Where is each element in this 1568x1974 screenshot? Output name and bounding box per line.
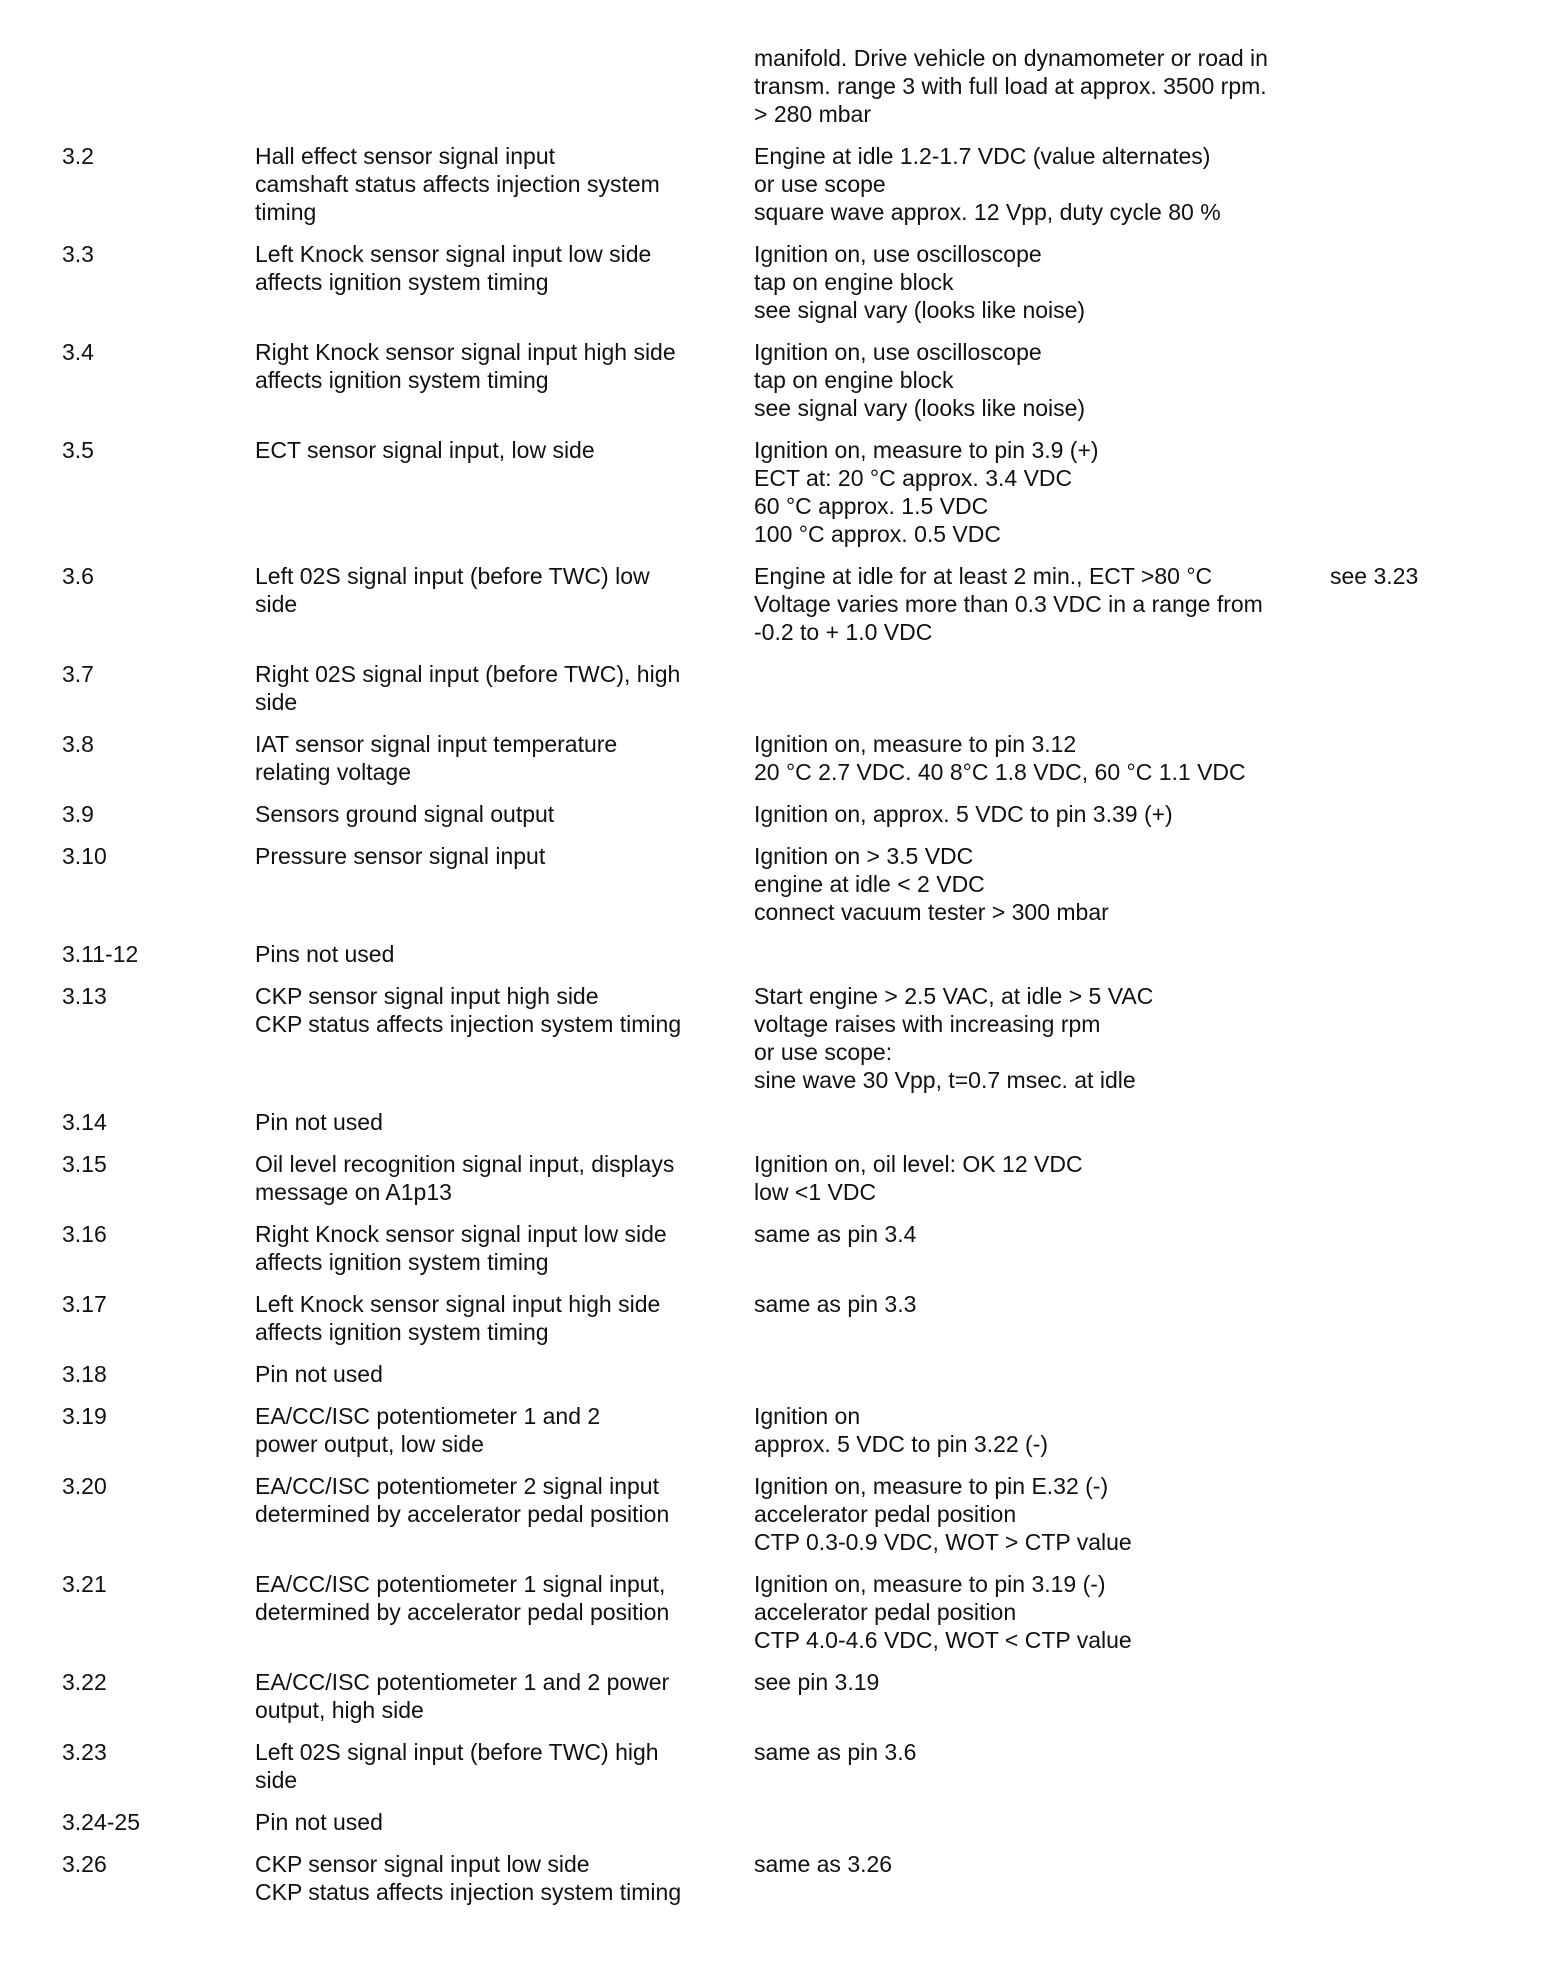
test-procedure: Ignition on, oil level: OK 12 VDC low <1 VDC xyxy=(754,1151,1083,1205)
test-procedure: Ignition on, approx. 5 VDC to pin 3.39 (+) xyxy=(754,801,1173,827)
pin-number: 3.6 xyxy=(62,563,94,589)
table-row xyxy=(0,940,1568,968)
pin-description: Left 02S signal input (before TWC) low side xyxy=(255,563,650,617)
table-row xyxy=(0,1472,1568,1556)
table-row xyxy=(0,1290,1568,1346)
pin-description: ECT sensor signal input, low side xyxy=(255,437,595,463)
pin-number: 3.11-12 xyxy=(62,941,139,967)
pin-number: 3.8 xyxy=(62,731,94,757)
pin-description: EA/CC/ISC potentiometer 1 and 2 power output, high side xyxy=(255,1669,670,1723)
table-row xyxy=(0,800,1568,828)
pin-number: 3.17 xyxy=(62,1291,107,1317)
test-procedure: Start engine > 2.5 VAC, at idle > 5 VAC voltage raises with increasing rpm or use scope: sine wave 30 Vpp, t=0.7 msec. at idle xyxy=(754,983,1154,1093)
pin-number: 3.10 xyxy=(62,843,107,869)
pin-description: Left 02S signal input (before TWC) high side xyxy=(255,1739,659,1793)
pin-number: 3.14 xyxy=(62,1109,107,1135)
test-procedure: same as pin 3.4 xyxy=(754,1221,917,1247)
table-row xyxy=(0,1150,1568,1206)
test-procedure: Ignition on, measure to pin E.32 (-) accelerator pedal position CTP 0.3-0.9 VDC, WOT > CTP value xyxy=(754,1473,1132,1555)
pin-number: 3.19 xyxy=(62,1403,107,1429)
pin-description: Pin not used xyxy=(255,1109,383,1135)
pin-description: EA/CC/ISC potentiometer 1 signal input, determined by accelerator pedal position xyxy=(255,1571,670,1625)
test-procedure: Ignition on, measure to pin 3.19 (-) accelerator pedal position CTP 4.0-4.6 VDC, WOT < CTP value xyxy=(754,1571,1132,1653)
pin-number: 3.26 xyxy=(62,1851,107,1877)
pin-description: Right Knock sensor signal input low side affects ignition system timing xyxy=(255,1221,667,1275)
pin-description: Pin not used xyxy=(255,1809,383,1835)
pin-description: Pin not used xyxy=(255,1361,383,1387)
pin-description: Pressure sensor signal input xyxy=(255,843,546,869)
pin-number: 3.18 xyxy=(62,1361,107,1387)
table-row xyxy=(0,1570,1568,1654)
pin-description: IAT sensor signal input temperature relating voltage xyxy=(255,731,618,785)
test-procedure: Ignition on approx. 5 VDC to pin 3.22 (-) xyxy=(754,1403,1049,1457)
table-row xyxy=(0,562,1568,646)
pin-number: 3.5 xyxy=(62,437,94,463)
test-procedure: same as pin 3.3 xyxy=(754,1291,917,1317)
test-procedure: see pin 3.19 xyxy=(754,1669,880,1695)
test-procedure: same as pin 3.6 xyxy=(754,1739,917,1765)
test-procedure: Ignition on, use oscilloscope tap on engine block see signal vary (looks like noise) xyxy=(754,339,1086,421)
pin-number: 3.3 xyxy=(62,241,94,267)
test-procedure: same as 3.26 xyxy=(754,1851,893,1877)
pin-description: Right Knock sensor signal input high side affects ignition system timing xyxy=(255,339,676,393)
cross-reference-note: see 3.23 xyxy=(1330,563,1419,589)
table-row xyxy=(0,1738,1568,1794)
test-procedure: Ignition on > 3.5 VDC engine at idle < 2 VDC connect vacuum tester > 300 mbar xyxy=(754,843,1109,925)
table-row xyxy=(0,1220,1568,1276)
pin-number: 3.7 xyxy=(62,661,94,687)
table-row xyxy=(0,1668,1568,1724)
table-row xyxy=(0,1808,1568,1836)
pin-number: 3.23 xyxy=(62,1739,107,1765)
pin-number: 3.15 xyxy=(62,1151,107,1177)
pin-number: 3.4 xyxy=(62,339,94,365)
table-row xyxy=(0,842,1568,926)
table-row xyxy=(0,1402,1568,1458)
table-row xyxy=(0,338,1568,422)
pin-description: Pins not used xyxy=(255,941,395,967)
pin-description: CKP sensor signal input high side CKP status affects injection system timing xyxy=(255,983,682,1037)
table-row xyxy=(0,660,1568,716)
pin-description: EA/CC/ISC potentiometer 1 and 2 power output, low side xyxy=(255,1403,601,1457)
table-row xyxy=(0,44,1568,128)
table-row xyxy=(0,982,1568,1094)
pin-number: 3.2 xyxy=(62,143,94,169)
test-procedure: Engine at idle 1.2-1.7 VDC (value alternates) or use scope square wave approx. 12 Vpp, duty cycle 80 % xyxy=(754,143,1221,225)
test-procedure: Ignition on, measure to pin 3.9 (+) ECT at: 20 °C approx. 3.4 VDC 60 °C approx. 1.5 VDC 100 °C approx. 0.5 VDC xyxy=(754,437,1099,547)
test-procedure: Ignition on, measure to pin 3.12 20 °C 2.7 VDC. 40 8°C 1.8 VDC, 60 °C 1.1 VDC xyxy=(754,731,1246,785)
test-procedure: manifold. Drive vehicle on dynamometer or road in transm. range 3 with full load at approx. 3500 rpm. > 280 mbar xyxy=(754,45,1268,127)
table-row xyxy=(0,1360,1568,1388)
pin-description: EA/CC/ISC potentiometer 2 signal input determined by accelerator pedal position xyxy=(255,1473,670,1527)
pin-description: Left Knock sensor signal input low side affects ignition system timing xyxy=(255,241,652,295)
pin-number: 3.13 xyxy=(62,983,107,1009)
pin-description: Sensors ground signal output xyxy=(255,801,555,827)
table-row xyxy=(0,1108,1568,1136)
pin-number: 3.22 xyxy=(62,1669,107,1695)
pin-description: Right 02S signal input (before TWC), high side xyxy=(255,661,681,715)
pin-number: 3.9 xyxy=(62,801,94,827)
pin-description: CKP sensor signal input low side CKP status affects injection system timing xyxy=(255,1851,682,1905)
table-row xyxy=(0,240,1568,324)
pin-description: Oil level recognition signal input, displays message on A1p13 xyxy=(255,1151,675,1205)
test-procedure: Engine at idle for at least 2 min., ECT >80 °C Voltage varies more than 0.3 VDC in a range from -0.2 to + 1.0 VDC xyxy=(754,563,1263,645)
pin-number: 3.16 xyxy=(62,1221,107,1247)
pin-table xyxy=(0,44,1568,1920)
table-row xyxy=(0,436,1568,548)
pin-number: 3.24-25 xyxy=(62,1809,141,1835)
test-procedure: Ignition on, use oscilloscope tap on engine block see signal vary (looks like noise) xyxy=(754,241,1086,323)
table-row xyxy=(0,142,1568,226)
table-row xyxy=(0,1850,1568,1906)
pin-description: Left Knock sensor signal input high side affects ignition system timing xyxy=(255,1291,661,1345)
pin-number: 3.21 xyxy=(62,1571,107,1597)
pin-number: 3.20 xyxy=(62,1473,107,1499)
table-row xyxy=(0,730,1568,786)
pin-description: Hall effect sensor signal input camshaft status affects injection system timing xyxy=(255,143,660,225)
